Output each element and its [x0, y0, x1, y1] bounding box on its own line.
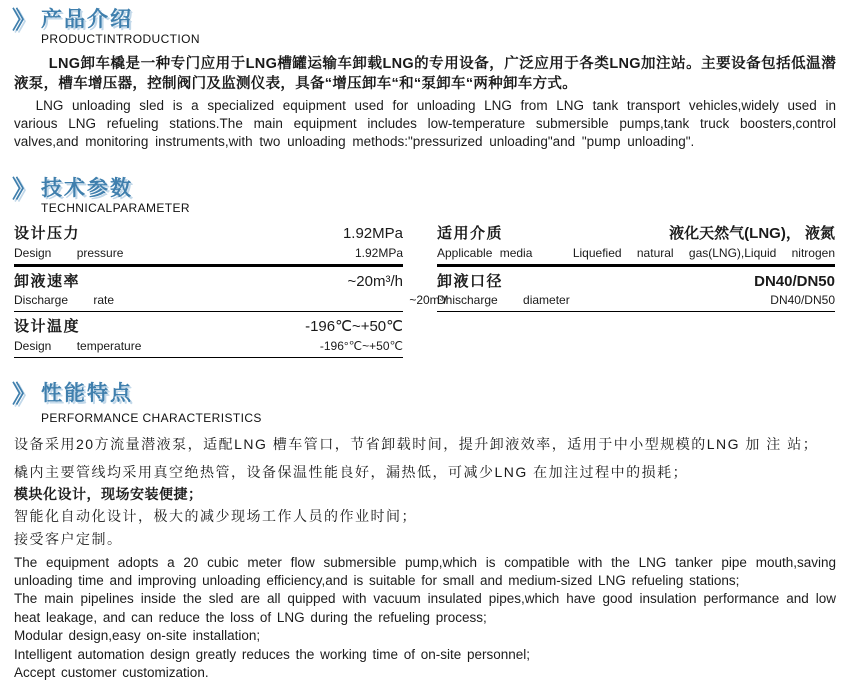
param-label-en: Design temperature	[14, 338, 142, 353]
param-label-zh: 设计压力	[14, 225, 81, 243]
param-value-zh: ~20m³/h	[347, 272, 403, 290]
param-label-en: Applicable media	[437, 245, 533, 260]
param-label-en: Dhischarge diameter	[437, 293, 570, 308]
param-cell-discharge-diameter	[437, 273, 835, 313]
section-title-zh: 产品介绍	[41, 8, 133, 31]
chevron-right-icon: 》	[12, 380, 36, 408]
section-title-en: TECHNICALPARAMETER	[41, 201, 190, 216]
section-title-zh: 技术参数	[41, 176, 133, 200]
param-label-zh: 卸液速率	[14, 272, 81, 290]
perf-feature-en: Intelligent automation design greatly reduces the working time of on-site personnel;	[14, 646, 531, 662]
parameters-table	[14, 225, 841, 358]
perf-feature-en: The equipment adopts a 20 cubic meter flow submersible pump,which is compatible with the LNG tanker pipe mouth,saving unloading time and improving unloading efficiency,and is suitable for small and medium-sized LNG refueling stations;	[14, 554, 836, 589]
param-cell-design-pressure	[14, 225, 403, 267]
section-titles	[41, 382, 262, 425]
param-label-en: Design pressure	[14, 245, 124, 260]
section-titles	[41, 177, 190, 215]
chevron-right-icon: 》	[12, 175, 36, 203]
section-title-en: PERFORMANCE CHARACTERISTICS	[41, 410, 262, 425]
param-value-zh: 1.92MPa	[342, 225, 403, 243]
product-spec-page	[0, 8, 850, 688]
param-label-zh: 设计温度	[14, 318, 81, 336]
perf-feature-en: Accept customer customization.	[14, 664, 209, 680]
param-cell-discharge-rate	[14, 272, 447, 313]
param-value-en: DN40/DN50	[770, 293, 835, 308]
section-title-zh: 性能特点	[41, 381, 133, 405]
param-cell-empty	[437, 318, 835, 358]
intro-paragraph-zh: LNG卸车橇是一种专门应用于LNG槽罐运输车卸载LNG的专用设备，广泛应用于各类LNG加注站。主要设备包括低温潜液泵，槽车增压器，控制阀门及监测仪表，具备“增压卸车“和“泵卸车“两种卸车方式。	[14, 56, 836, 93]
param-label-zh: 卸液口径	[437, 272, 504, 290]
section-titles	[41, 8, 200, 46]
section-header-technical-parameter	[0, 177, 850, 215]
section-header-performance-characteristics	[0, 382, 850, 425]
perf-feature-zh: 模块化设计，现场安装便捷；	[14, 485, 203, 502]
param-value-zh: -196℃~+50℃	[305, 318, 403, 336]
param-value-en: 1.92MPa	[354, 245, 403, 260]
perf-feature-en: The main pipelines inside the sled are all quipped with vacuum insulated pipes,which have good insulation performance and low heat leakage, and can reduce the loss of LNG during the refueling process;	[14, 591, 836, 625]
param-value-zh: 液化天然气(LNG)， 液氮	[669, 225, 835, 243]
perf-feature-zh: 接受客户定制。	[14, 531, 123, 548]
param-value-en: ~20m³/	[409, 293, 447, 308]
param-value-zh: DN40/DN50	[754, 272, 835, 290]
perf-feature-zh: 设备采用20方流量潜液泵，适配LNG 槽车管口，节省卸载时间，提升卸液效率，适用于中小型规模的LNG 加 注 站；	[14, 435, 819, 452]
perf-feature-zh: 智能化自动化设计，极大的减少现场工作人员的作业时间；	[14, 507, 417, 524]
param-label-zh: 适用介质	[437, 225, 504, 243]
param-value-en: Liquefied natural gas(LNG),Liquid nitrogen	[572, 245, 835, 260]
intro-paragraph-en: LNG unloading sled is a specialized equipment used for unloading LNG from LNG tank transport vehicles,widely used in various LNG refueling stations.The main equipment includes low-temperature submersible pumps,tank truck boosters,control valves,and monitoring instruments,with two unloading methods:"pressurized unloading"and "pump unloading".	[14, 98, 836, 149]
param-label-en: Discharge rate	[14, 293, 115, 308]
section-header-product-introduction	[0, 8, 850, 46]
chevron-right-icon: 》	[12, 7, 36, 34]
perf-feature-en: Modular design,easy on-site installation;	[14, 628, 261, 644]
param-cell-design-temperature	[14, 318, 403, 358]
param-value-en: -196°℃~+50℃	[319, 338, 403, 353]
perf-feature-zh: 橇内主要管线均采用真空绝热管，设备保温性能良好，漏热低，可减少LNG 在加注过程中的损耗；	[14, 464, 689, 481]
section-title-en: PRODUCTINTRODUCTION	[41, 32, 200, 47]
param-cell-applicable-media	[437, 225, 835, 267]
